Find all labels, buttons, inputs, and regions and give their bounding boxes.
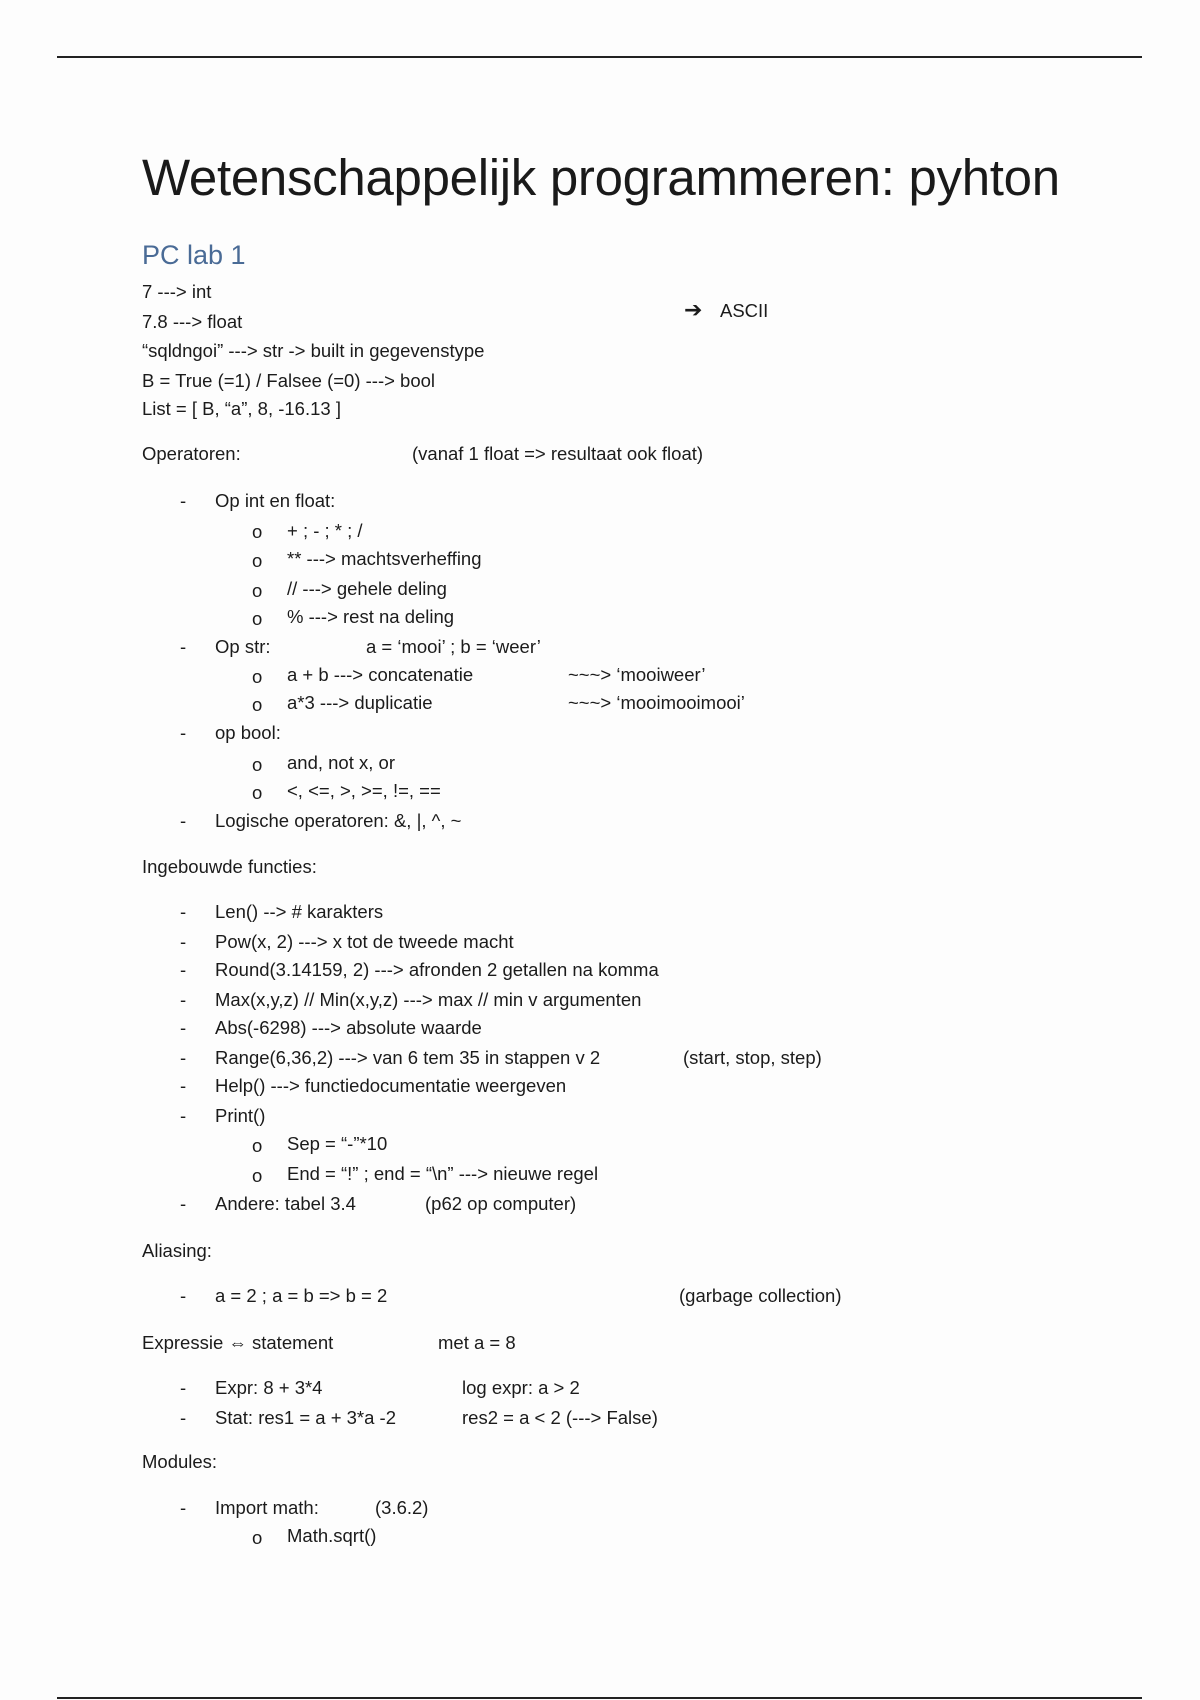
bullet-dash: -: [180, 1075, 187, 1096]
list-item: a + b ---> concatenatie: [287, 664, 474, 685]
list-item-note: res2 = a < 2 (---> False): [462, 1407, 658, 1428]
list-item-note: (3.6.2): [375, 1497, 429, 1518]
bullet-dash: -: [180, 1017, 187, 1038]
other-note: (p62 op computer): [425, 1193, 577, 1214]
bullet-circle: o: [252, 608, 263, 629]
bullet-circle: o: [252, 754, 263, 775]
type-bool-line: B = True (=1) / Falsee (=0) ---> bool: [142, 370, 436, 391]
bullet-dash: -: [180, 931, 187, 952]
list-item: Sep = “-”*10: [287, 1133, 388, 1154]
arrow-right-icon: ➔: [684, 297, 703, 322]
list-item-result: ~~~> ‘mooiweer’: [568, 664, 706, 685]
bullet-dash: -: [180, 1193, 187, 1214]
bullet-dash: -: [180, 810, 187, 831]
op-str-vars: a = ‘mooi’ ; b = ‘weer’: [366, 636, 541, 657]
list-item: // ---> gehele deling: [287, 578, 447, 599]
logic-operators-line: Logische operatoren: &, |, ^, ~: [215, 810, 462, 831]
bullet-circle: o: [252, 1165, 263, 1186]
list-item-result: ~~~> ‘mooimooimooi’: [568, 692, 745, 713]
bullet-dash: -: [180, 1377, 187, 1398]
list-item: Max(x,y,z) // Min(x,y,z) ---> max // min v argumenten: [215, 989, 642, 1010]
list-item: Print(): [215, 1105, 266, 1126]
list-item-note: log expr: a > 2: [462, 1377, 580, 1398]
list-item: <, <=, >, >=, !=, ==: [287, 780, 441, 801]
list-item: Andere: tabel 3.4: [215, 1193, 356, 1214]
bullet-dash: -: [180, 1047, 187, 1068]
list-item: Expr: 8 + 3*4: [215, 1377, 323, 1398]
type-int-line: 7 ---> int: [142, 281, 212, 302]
op-str-label: Op str:: [215, 636, 271, 657]
list-item: Abs(-6298) ---> absolute waarde: [215, 1017, 482, 1038]
list-item: a*3 ---> duplicatie: [287, 692, 433, 713]
type-str-line: “sqldngoi” ---> str -> built in gegevenstype: [142, 340, 485, 361]
list-item: Round(3.14159, 2) ---> afronden 2 getallen na komma: [215, 959, 659, 980]
bullet-dash: -: [180, 989, 187, 1010]
op-bool-label: op bool:: [215, 722, 281, 743]
bullet-dash: -: [180, 959, 187, 980]
list-item: End = “!” ; end = “\n” ---> nieuwe regel: [287, 1163, 599, 1184]
bullet-dash: -: [180, 1407, 187, 1428]
bullet-dash: -: [180, 901, 187, 922]
page-title: Wetenschappelijk programmeren: pyhton: [142, 149, 1060, 206]
ascii-note: ASCII: [720, 300, 769, 321]
op-int-float-label: Op int en float:: [215, 490, 336, 511]
list-item: % ---> rest na deling: [287, 606, 455, 627]
list-item: + ; - ; * ; /: [287, 520, 363, 541]
functions-heading: Ingebouwde functies:: [142, 856, 317, 877]
bullet-circle: o: [252, 694, 263, 715]
bullet-dash: -: [180, 1105, 187, 1126]
operators-note: (vanaf 1 float => resultaat ook float): [412, 443, 704, 464]
bullet-dash: -: [180, 490, 187, 511]
bullet-circle: o: [252, 782, 263, 803]
bullet-dash: -: [180, 722, 187, 743]
list-item: a = 2 ; a = b => b = 2: [215, 1285, 388, 1306]
bullet-circle: o: [252, 580, 263, 601]
list-item: ** ---> machtsverheffing: [287, 548, 482, 569]
list-item: Stat: res1 = a + 3*a -2: [215, 1407, 396, 1428]
bullet-circle: o: [252, 1135, 263, 1156]
list-item: Math.sqrt(): [287, 1525, 377, 1546]
list-item: Pow(x, 2) ---> x tot de tweede macht: [215, 931, 514, 952]
aliasing-note: (garbage collection): [679, 1285, 842, 1306]
bullet-dash: -: [180, 1497, 187, 1518]
aliasing-heading: Aliasing:: [142, 1240, 212, 1261]
bullet-circle: o: [252, 550, 263, 571]
bottom-rule: [57, 1697, 1142, 1699]
list-item: Import math:: [215, 1497, 319, 1518]
section-heading-pc-lab: PC lab 1: [142, 240, 246, 270]
list-item: Len() --> # karakters: [215, 901, 384, 922]
bullet-circle: o: [252, 521, 263, 542]
type-float-line: 7.8 ---> float: [142, 311, 243, 332]
list-item: Help() ---> functiedocumentatie weergeven: [215, 1075, 567, 1096]
bullet-circle: o: [252, 1527, 263, 1548]
operators-heading: Operatoren:: [142, 443, 241, 464]
expressie-note: met a = 8: [438, 1332, 516, 1353]
bullet-dash: -: [180, 636, 187, 657]
list-item: and, not x, or: [287, 752, 395, 773]
bullet-circle: o: [252, 666, 263, 687]
expressie-heading: Expressie ⇔ statement: [142, 1332, 334, 1353]
top-rule: [57, 56, 1142, 58]
modules-heading: Modules:: [142, 1451, 218, 1472]
bullet-dash: -: [180, 1285, 187, 1306]
range-note: (start, stop, step): [683, 1047, 822, 1068]
list-item: Range(6,36,2) ---> van 6 tem 35 in stappen v 2: [215, 1047, 601, 1068]
type-list-line: List = [ B, “a”, 8, -16.13 ]: [142, 398, 341, 419]
